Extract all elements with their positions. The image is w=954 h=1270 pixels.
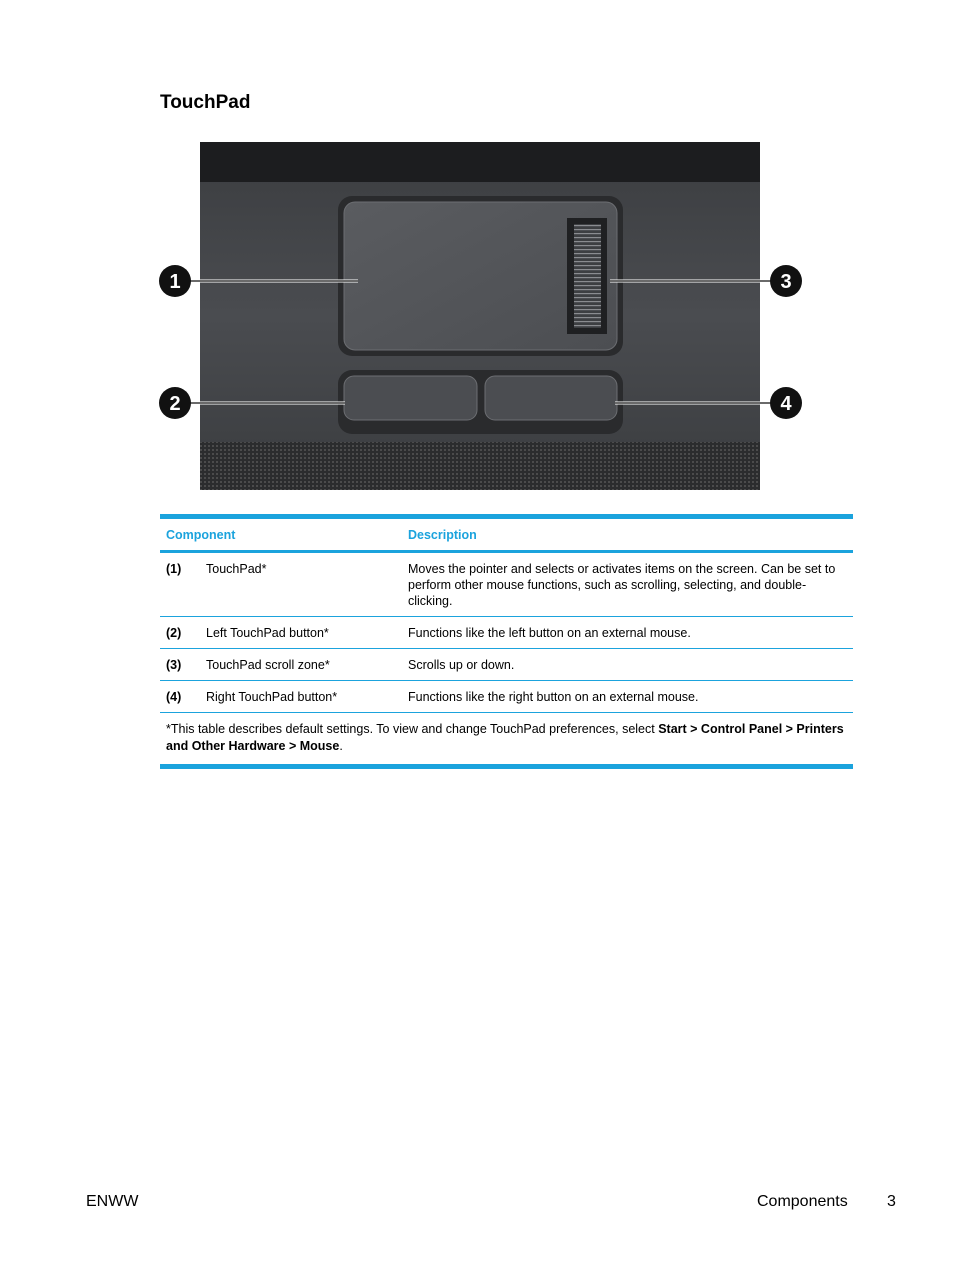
header-component: Component [166, 528, 236, 542]
svg-text:4: 4 [780, 393, 792, 415]
table-row [160, 552, 853, 617]
table-footnote [160, 713, 853, 767]
footnote-text: *This table describes default settings. To view and change TouchPad preferences, select [166, 722, 659, 736]
row-description: Moves the pointer and selects or activates items on the screen. Can be set to perform other mouse functions, such as scrolling, selecting, and double-clicking. [408, 562, 836, 608]
table-header-row [160, 517, 853, 552]
footnote-end: . [339, 739, 343, 753]
header-description: Description [408, 528, 477, 542]
table-row [160, 649, 853, 681]
callout-3 [770, 265, 802, 297]
row-component: Left TouchPad button* [206, 626, 329, 640]
svg-text:1: 1 [169, 271, 181, 293]
row-description: Functions like the right button on an external mouse. [408, 690, 699, 704]
footer-page-number: 3 [887, 1193, 896, 1210]
table-row [160, 681, 853, 713]
speaker-grill [200, 442, 760, 490]
components-table [160, 514, 853, 769]
callout-2 [159, 387, 191, 419]
table-row [160, 617, 853, 649]
row-description: Functions like the left button on an external mouse. [408, 626, 691, 640]
touchpad-figure [155, 136, 805, 496]
right-button [485, 376, 617, 420]
table-footnote-row [160, 713, 853, 767]
svg-text:3: 3 [780, 271, 792, 293]
left-button [344, 376, 477, 420]
footer-left-label: ENWW [86, 1193, 139, 1210]
top-edge [200, 142, 760, 182]
row-number: (3) [166, 658, 182, 672]
row-component: TouchPad* [206, 562, 267, 576]
callout-1 [159, 265, 191, 297]
row-number: (2) [166, 626, 182, 640]
row-number: (4) [166, 690, 182, 704]
callout-4 [770, 387, 802, 419]
footnote-path: Start > Control Panel > Printers and Other Hardware > Mouse [166, 722, 844, 753]
svg-text:2: 2 [169, 393, 181, 415]
footer-section-label: Components [757, 1193, 848, 1210]
row-number: (1) [166, 562, 182, 576]
scroll-zone [574, 224, 601, 328]
touchpad-illustration [155, 136, 805, 496]
row-component: Right TouchPad button* [206, 690, 338, 704]
row-description: Scrolls up or down. [408, 658, 515, 672]
page-title: TouchPad [160, 92, 251, 113]
row-component: TouchPad scroll zone* [206, 658, 330, 672]
